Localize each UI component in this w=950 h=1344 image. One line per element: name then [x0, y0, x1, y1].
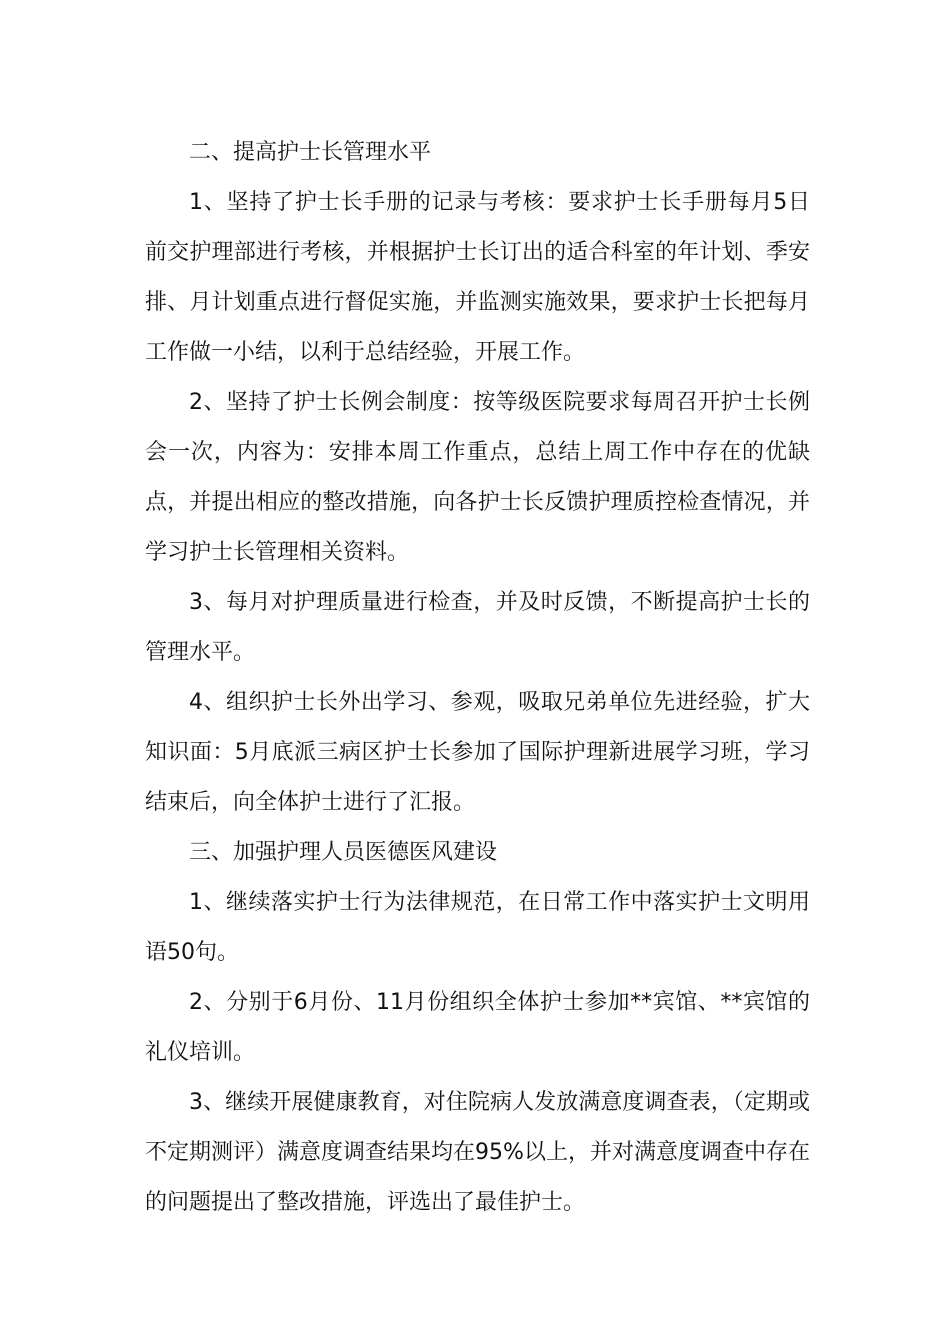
section-heading-3: 三、加强护理人员医德医风建设	[189, 840, 498, 865]
paragraph: 3、每月对护理质量进行检查，并及时反馈，不断提高护士长的管理水平。	[145, 590, 810, 665]
section-heading-2: 二、提高护士长管理水平	[189, 140, 432, 165]
paragraph: 1、继续落实护士行为法律规范，在日常工作中落实护士文明用语50句。	[145, 890, 810, 965]
paragraph: 2、坚持了护士长例会制度：按等级医院要求每周召开护士长例会一次，内容为：安排本周工作重点，总结上周工作中存在的优缺点，并提出相应的整改措施，向各护士长反馈护理质控检查情况，并学习护士长管理相关资料。	[145, 390, 810, 565]
paragraph: 4、组织护士长外出学习、参观，吸取兄弟单位先进经验，扩大知识面：5月底派三病区护士长参加了国际护理新进展学习班，学习结束后，向全体护士进行了汇报。	[145, 690, 810, 815]
paragraph: 1、坚持了护士长手册的记录与考核：要求护士长手册每月5日前交护理部进行考核，并根据护士长订出的适合科室的年计划、季安排、月计划重点进行督促实施，并监测实施效果，要求护士长把每月工作做一小结，以利于总结经验，开展工作。	[145, 190, 810, 365]
document-body	[145, 128, 810, 1228]
paragraph: 3、继续开展健康教育，对住院病人发放满意度调查表，（定期或不定期测评）满意度调查结果均在95%以上，并对满意度调查中存在的问题提出了整改措施，评选出了最佳护士。	[145, 1090, 810, 1215]
paragraph: 2、分别于6月份、11月份组织全体护士参加**宾馆、**宾馆的礼仪培训。	[145, 990, 810, 1065]
